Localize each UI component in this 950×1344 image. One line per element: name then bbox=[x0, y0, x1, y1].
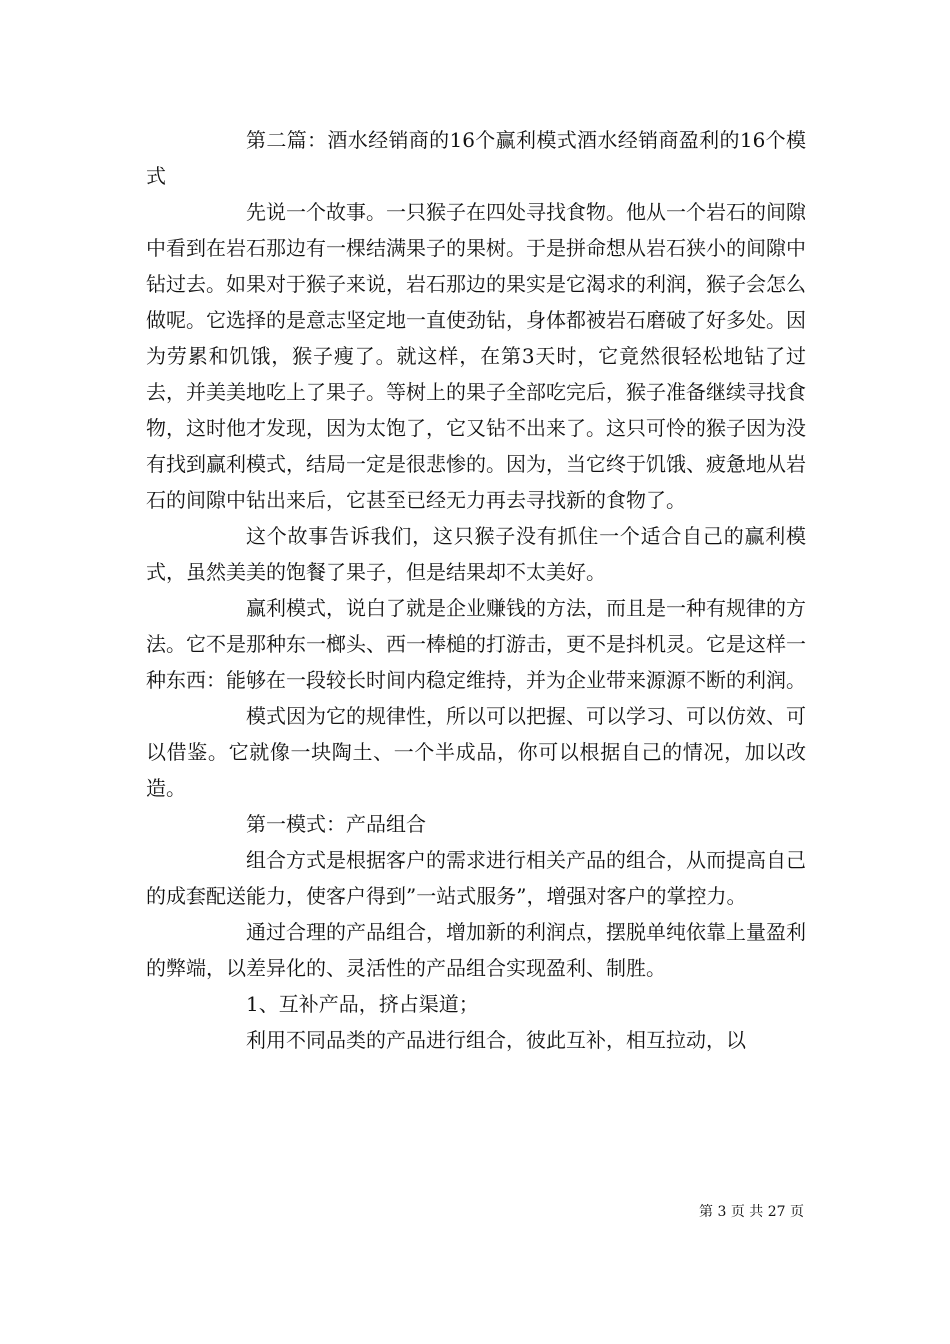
paragraph-profit-point: 通过合理的产品组合，增加新的利润点，摆脱单纯依靠上量盈利的弊端，以差异化的、灵活性的产品组合实现盈利、制胜。 bbox=[146, 920, 806, 980]
page-number: 第 3 页 共 27 页 bbox=[699, 1204, 804, 1220]
document-title: 第二篇：酒水经销商的16个赢利模式酒水经销商盈利的16个模式 bbox=[146, 128, 806, 188]
paragraph-category-mix: 利用不同品类的产品进行组合，彼此互补，相互拉动，以 bbox=[246, 1028, 746, 1052]
paragraph-moral: 这个故事告诉我们，这只猴子没有抓住一个适合自己的赢利模式，虽然美美的饱餐了果子，但是结果却不太美好。 bbox=[146, 524, 806, 584]
paragraph-story: 先说一个故事。一只猴子在四处寻找食物。他从一个岩石的间隙中看到在岩石那边有一棵结满果子的果树。于是拼命想从岩石狭小的间隙中钻过去。如果对于猴子来说，岩石那边的果实是它渴求的利润，猴子会怎么做呢。它选择的是意志坚定地一直使劲钻，身体都被岩石磨破了好多处。因为劳累和饥饿，猴子瘦了。就这样，在第3天时，它竟然很轻松地钻了过去，并美美地吃上了果子。等树上的果子全部吃完后，猴子准备继续寻找食物，这时他才发现，因为太饱了，它又钻不出来了。这只可怜的猴子因为没有找到赢利模式，结局一定是很悲惨的。因为，当它终于饥饿、疲惫地从岩石的间隙中钻出来后，它甚至已经无力再去寻找新的食物了。 bbox=[146, 200, 806, 512]
subheading-complementary: 1、互补产品，挤占渠道； bbox=[246, 992, 479, 1016]
document-body bbox=[146, 122, 806, 1058]
paragraph-definition: 赢利模式，说白了就是企业赚钱的方法，而且是一种有规律的方法。它不是那种东一榔头、西一棒槌的打游击，更不是抖机灵。它是这样一种东西：能够在一段较长时间内稳定维持，并为企业带来源源不断的利润。 bbox=[146, 596, 806, 692]
paragraph-pattern: 模式因为它的规律性，所以可以把握、可以学习、可以仿效、可以借鉴。它就像一块陶土、一个半成品，你可以根据自己的情况，加以改造。 bbox=[146, 704, 806, 800]
section-heading-mode-1: 第一模式：产品组合 bbox=[246, 812, 426, 836]
paragraph-combination: 组合方式是根据客户的需求进行相关产品的组合，从而提高自己的成套配送能力，使客户得到”一站式服务”，增强对客户的掌控力。 bbox=[146, 848, 806, 908]
